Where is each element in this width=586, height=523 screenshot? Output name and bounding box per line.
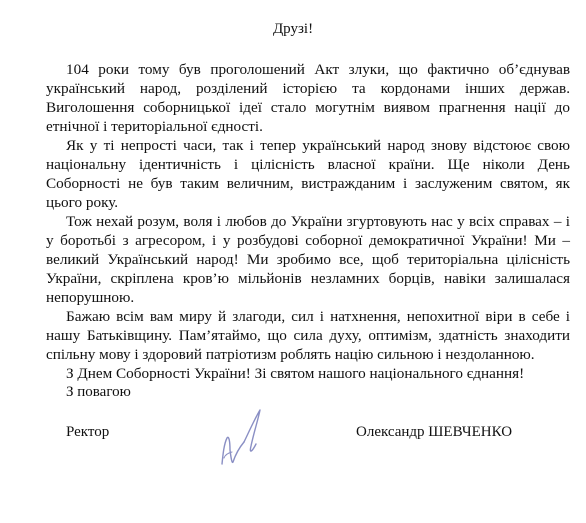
signature-stroke-2 [244, 410, 260, 451]
paragraph-2: Як у ті непрості часи, так і тепер український народ знову відстоює свою національну ідентичність і цілісність власної країни. Ще ніколи День Соборності не був таким величним, вистражданим і заслуженим святом, як цього року. [46, 137, 570, 211]
letter-body [46, 60, 570, 383]
handwritten-signature [208, 402, 282, 472]
paragraph-5: З Днем Соборності України! Зі святом нашого національного єднання! [66, 365, 525, 382]
paragraph-1: 104 роки тому був проголошений Акт злуки, що фактично об’єднував український народ, розділений історією та кордонами інших держав. Виголошення соборницької ідеї стало могутнім виявом прагнення нації до етнічної і територіальної єдності. [46, 61, 570, 135]
letter-greeting: Друзі! [272, 21, 314, 37]
paragraph-4: Бажаю всім вам миру й злагоди, сил і натхнення, непохитної віри в себе і нашу Батьківщину. Пам’ятаймо, що сила духу, оптимізм, здатність знаходити спільну мову і здоровий патріотизм роблять націю сильною і нездоланною. [46, 308, 570, 363]
paragraph-3: Тож нехай розум, воля і любов до України згуртовують нас у всіх справах – і у боротьбі з агресором, і у розбудові соборної демократичної України! Ми – великий Український народ! Ми зробимо все, щоб територіальна цілісність України, скріплена кров’ю мільйонів незламних борців, навіки залишалася непорушною. [46, 213, 570, 306]
signature-stroke-1 [222, 437, 244, 464]
signer-position: Ректор [66, 424, 110, 440]
closing-phrase: З повагою [66, 384, 131, 400]
signer-name: Олександр ШЕВЧЕНКО [356, 424, 513, 440]
